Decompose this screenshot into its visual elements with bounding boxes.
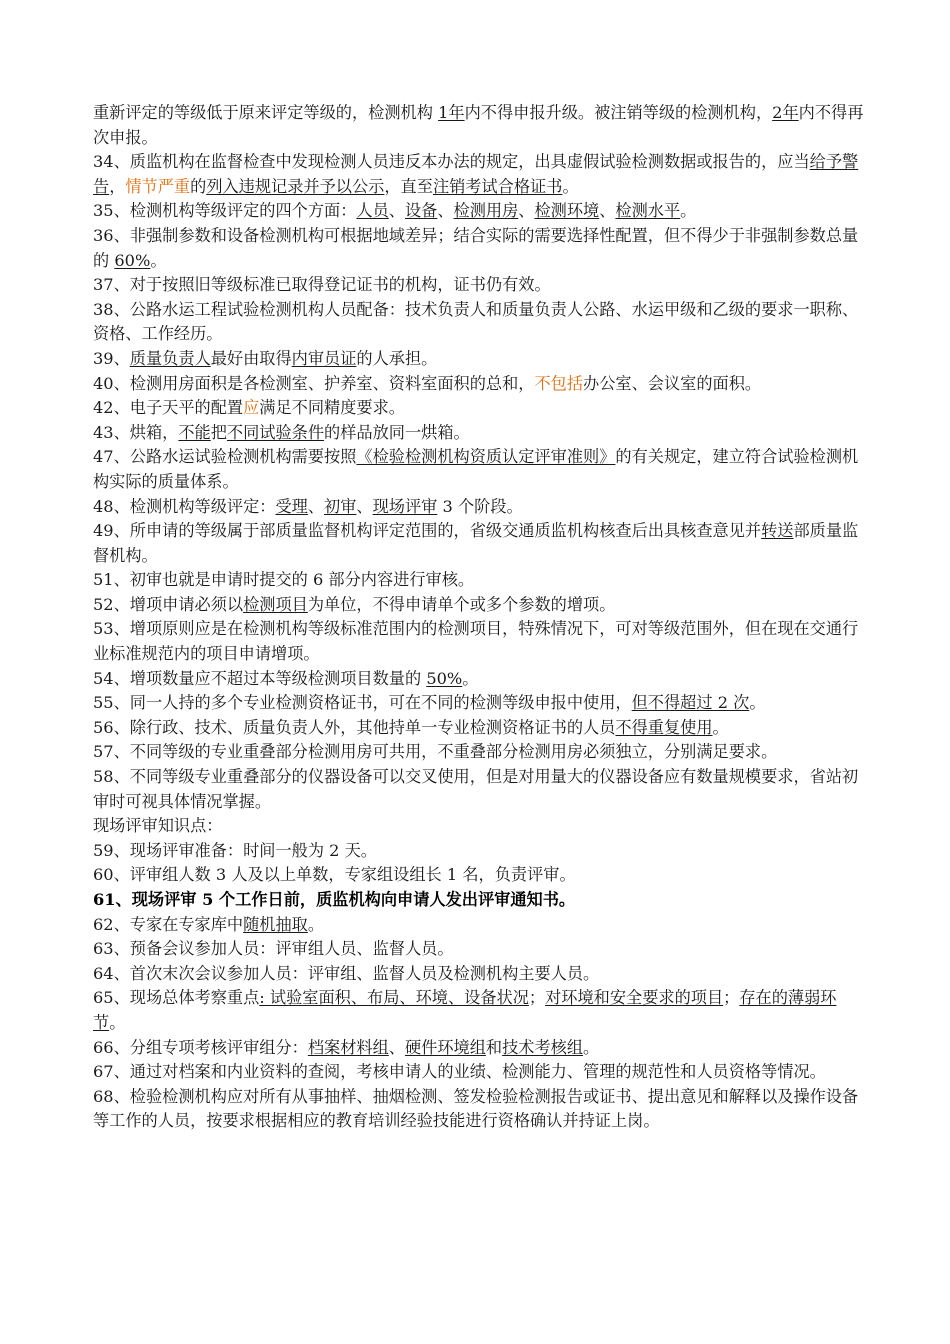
paragraph <box>93 913 868 938</box>
paragraph <box>93 298 868 347</box>
text-run: 48、检测机构等级评定： <box>93 496 276 516</box>
text-run: 。 <box>749 693 766 713</box>
text-run: 56、除行政、技术、质量负责人外，其他持单一专业检测资格证书的人员 <box>93 717 616 737</box>
paragraph <box>93 347 868 372</box>
underlined-text: 内审员证 <box>291 348 357 368</box>
text-run: 40、检测用房面积是各检测室、护养室、资料室面积的总和， <box>93 373 535 393</box>
text-run: 部质量监督机构。 <box>93 521 859 565</box>
text-run: 63、预备会议参加人员：评审组人员、监督人员。 <box>93 939 454 959</box>
underlined-text: 不同试验条件 <box>226 422 325 442</box>
text-run: 51、初审也就是申请时提交的 6 部分内容进行审核。 <box>93 570 475 590</box>
text-run: 的有关规定，建立符合试验检测机构实际的质量体系。 <box>93 447 859 491</box>
paragraph <box>93 445 868 494</box>
text-run: ； <box>528 988 546 1008</box>
text-run: 68、检验检测机构应对所有从事抽样、抽烟检测、签发检验检测报告或证书、提出意见和解释以及操作设备等工作的人员，按要求根据相应的教育培训经验技能进行资格确认并持证上岗。 <box>93 1086 859 1131</box>
paragraph <box>93 495 868 520</box>
paragraph <box>93 962 868 987</box>
text-run: 34、质监机构在监督检查中发现检测人员违反本办法的规定，出具虚假试验检测数据或报告的，应当 <box>93 152 810 172</box>
paragraph <box>93 716 868 741</box>
underlined-text: 质量负责人 <box>129 348 211 368</box>
underlined-text: : 试验室面积、布局、环境、设备状况 <box>259 988 529 1008</box>
paragraph <box>93 1060 868 1085</box>
text-run: 57、不同等级的专业重叠部分检测用房可共用，不重叠部分检测用房必须独立，分别满足要求。 <box>93 742 778 762</box>
text-run: 39、 <box>93 348 130 368</box>
underlined-text: 《检验检测机构资质认定评审准则》 <box>356 447 616 467</box>
text-run: 。 <box>680 201 697 221</box>
paragraph <box>93 1036 868 1061</box>
text-run: 61、现场评审 5 个工作日前，质监机构向申请人发出评审通知书。 <box>93 890 576 909</box>
text-run: 35、检测机构等级评定的四个方面： <box>93 201 357 221</box>
underlined-text: 但不得超过 2 次 <box>631 693 750 713</box>
underlined-text: 检测环境 <box>534 201 600 221</box>
underlined-text: 检测水平 <box>615 201 681 221</box>
text-run: 满足不同精度要求。 <box>259 398 405 418</box>
paragraph <box>93 986 868 1035</box>
underlined-text: 设备 <box>404 201 438 221</box>
underlined-text: 硬件环境组 <box>404 1037 486 1057</box>
underlined-text: 不得重复使用 <box>615 717 713 737</box>
text-run: 。 <box>150 250 167 270</box>
text-run: 66、分组专项考核评审组分： <box>93 1037 308 1057</box>
text-run: 3 个阶段。 <box>437 496 523 516</box>
text-run: 62、专家在专家库中 <box>93 914 244 934</box>
paragraph <box>93 101 868 150</box>
text-run: 的人承担。 <box>356 348 438 368</box>
text-run: 办公室、会议室的面积。 <box>583 373 762 393</box>
paragraph <box>93 863 868 888</box>
text-run: 的 <box>190 176 207 196</box>
text-run: 现场评审知识点： <box>93 816 223 836</box>
underlined-text: 人员 <box>356 201 389 221</box>
underlined-text: 检测用房 <box>453 201 519 221</box>
text-run: 、 <box>307 496 325 516</box>
text-run: 58、不同等级专业重叠部分的仪器设备可以交叉使用，但是对用量大的仪器设备应有数量规模要求，省站初审时可视具体情况掌握。 <box>93 767 859 811</box>
underlined-text: 档案材料组 <box>307 1037 389 1057</box>
underlined-text: 初审 <box>324 496 357 516</box>
underlined-text: 转送 <box>761 521 794 541</box>
text-run: 。 <box>462 668 479 688</box>
text-run: 、 <box>437 201 454 221</box>
paragraph <box>93 199 868 224</box>
text-run: 把 <box>210 422 227 442</box>
text-run: 。 <box>307 914 325 934</box>
text-run: 和 <box>485 1037 503 1057</box>
text-run: 53、增项原则应是在检测机构等级标准范围内的检测项目，特殊情况下，可对等级范围外，但在现在交通行业标准规范内的项目申请增项。 <box>93 619 859 664</box>
paragraph <box>93 765 868 814</box>
text-run: 。 <box>109 1012 126 1032</box>
text-run: ； <box>723 988 740 1008</box>
paragraph <box>93 667 868 692</box>
text-run: 重新评定的等级低于原来评定等级的，检测机构 <box>93 103 439 122</box>
paragraph <box>93 937 868 962</box>
underlined-text: 60% <box>114 250 151 270</box>
text-run: 。 <box>562 176 579 196</box>
text-run: 60、评审组人数 3 人及以上单数，专家组设组长 1 名，负责评审。 <box>93 865 576 885</box>
text-run: 64、首次末次会议参加人员：评审组、监督人员及检测机构主要人员。 <box>93 963 600 983</box>
underlined-text: 不能 <box>178 422 211 442</box>
text-run: 59、现场评审准备：时间一般为 2 天。 <box>93 840 377 860</box>
paragraph <box>93 814 868 839</box>
text-run: 38、公路水运工程试验检测机构人员配备：技术负责人和质量负责人公路、水运甲级和乙级的要求一职称、资格、工作经历。 <box>93 299 859 344</box>
highlighted-text: 应 <box>243 398 260 418</box>
text-run: ，直至 <box>384 176 433 196</box>
paragraph <box>93 839 868 864</box>
text-run: 内不得再次申报。 <box>93 103 864 147</box>
paragraph <box>93 396 868 421</box>
underlined-text: 1年 <box>438 103 465 122</box>
underlined-text: 列入违规记录并予以公示 <box>206 176 385 196</box>
text-run: 、 <box>388 1037 405 1057</box>
text-run: 42、电子天平的配置 <box>93 398 244 418</box>
text-run: 67、通过对档案和内业资料的查阅，考核申请人的业绩、检测能力、管理的规范性和人员资格等情况。 <box>93 1062 826 1082</box>
text-run: 。 <box>583 1037 600 1057</box>
paragraph <box>93 568 868 593</box>
paragraph <box>93 888 868 913</box>
paragraph <box>93 273 868 298</box>
highlighted-text: 不包括 <box>534 373 584 393</box>
text-run: 47、公路水运试验检测机构需要按照 <box>93 447 357 467</box>
underlined-text: 现场评审 <box>372 496 438 516</box>
text-run: 65、现场总体考察重点 <box>93 988 260 1008</box>
underlined-text: 检测项目 <box>243 594 308 614</box>
text-run: 、 <box>356 496 373 516</box>
paragraph <box>93 150 868 199</box>
underlined-text: 2年 <box>772 103 799 122</box>
underlined-text: 注销考试合格证书 <box>432 176 563 196</box>
paragraph <box>93 740 868 765</box>
text-run: 的样品放同一烘箱。 <box>324 422 470 442</box>
text-run: 54、增项数量应不超过本等级检测项目数量的 <box>93 668 427 688</box>
paragraph <box>93 1085 868 1134</box>
underlined-text: 50% <box>426 668 463 688</box>
text-run: 49、所申请的等级属于部质量监督机构评定范围的，省级交通质监机构核查后出具核查意见并 <box>93 521 762 541</box>
paragraph <box>93 421 868 446</box>
text-run: 55、同一人持的多个专业检测资格证书，可在不同的检测等级申报中使用， <box>93 693 632 713</box>
underlined-text: 随机抽取 <box>243 914 308 934</box>
underlined-text: 存在的薄弱环节 <box>93 988 837 1032</box>
text-run: 、 <box>388 201 405 221</box>
highlighted-text: 情节严重 <box>125 176 191 196</box>
text-run: ， <box>109 176 126 196</box>
text-run: 37、对于按照旧等级标准已取得登记证书的机构，证书仍有效。 <box>93 275 551 295</box>
underlined-text: 对环境和安全要求的项目 <box>545 988 724 1008</box>
underlined-text: 受理 <box>275 496 308 516</box>
paragraph <box>93 617 868 666</box>
underlined-text: 技术考核组 <box>502 1037 584 1057</box>
paragraph <box>93 224 868 273</box>
underlined-text: 给予警告 <box>93 152 859 196</box>
paragraph <box>93 691 868 716</box>
text-run: 内不得申报升级。被注销等级的检测机构， <box>464 103 773 122</box>
text-run: 为单位，不得申请单个或多个参数的增项。 <box>307 594 616 614</box>
paragraph <box>93 593 868 618</box>
text-run: 最好由取得 <box>210 348 292 368</box>
document-body <box>93 101 868 1134</box>
text-run: 52、增项申请必须以 <box>93 594 244 614</box>
text-run: 、 <box>518 201 535 221</box>
paragraph <box>93 519 868 568</box>
text-run: 43、烘箱， <box>93 422 179 442</box>
text-run: 。 <box>712 717 729 737</box>
text-run: 36、非强制参数和设备检测机构可根据地域差异；结合实际的需要选择性配置，但不得少于非强制参数总量的 <box>93 225 859 270</box>
text-run: 、 <box>599 201 616 221</box>
paragraph <box>93 372 868 397</box>
